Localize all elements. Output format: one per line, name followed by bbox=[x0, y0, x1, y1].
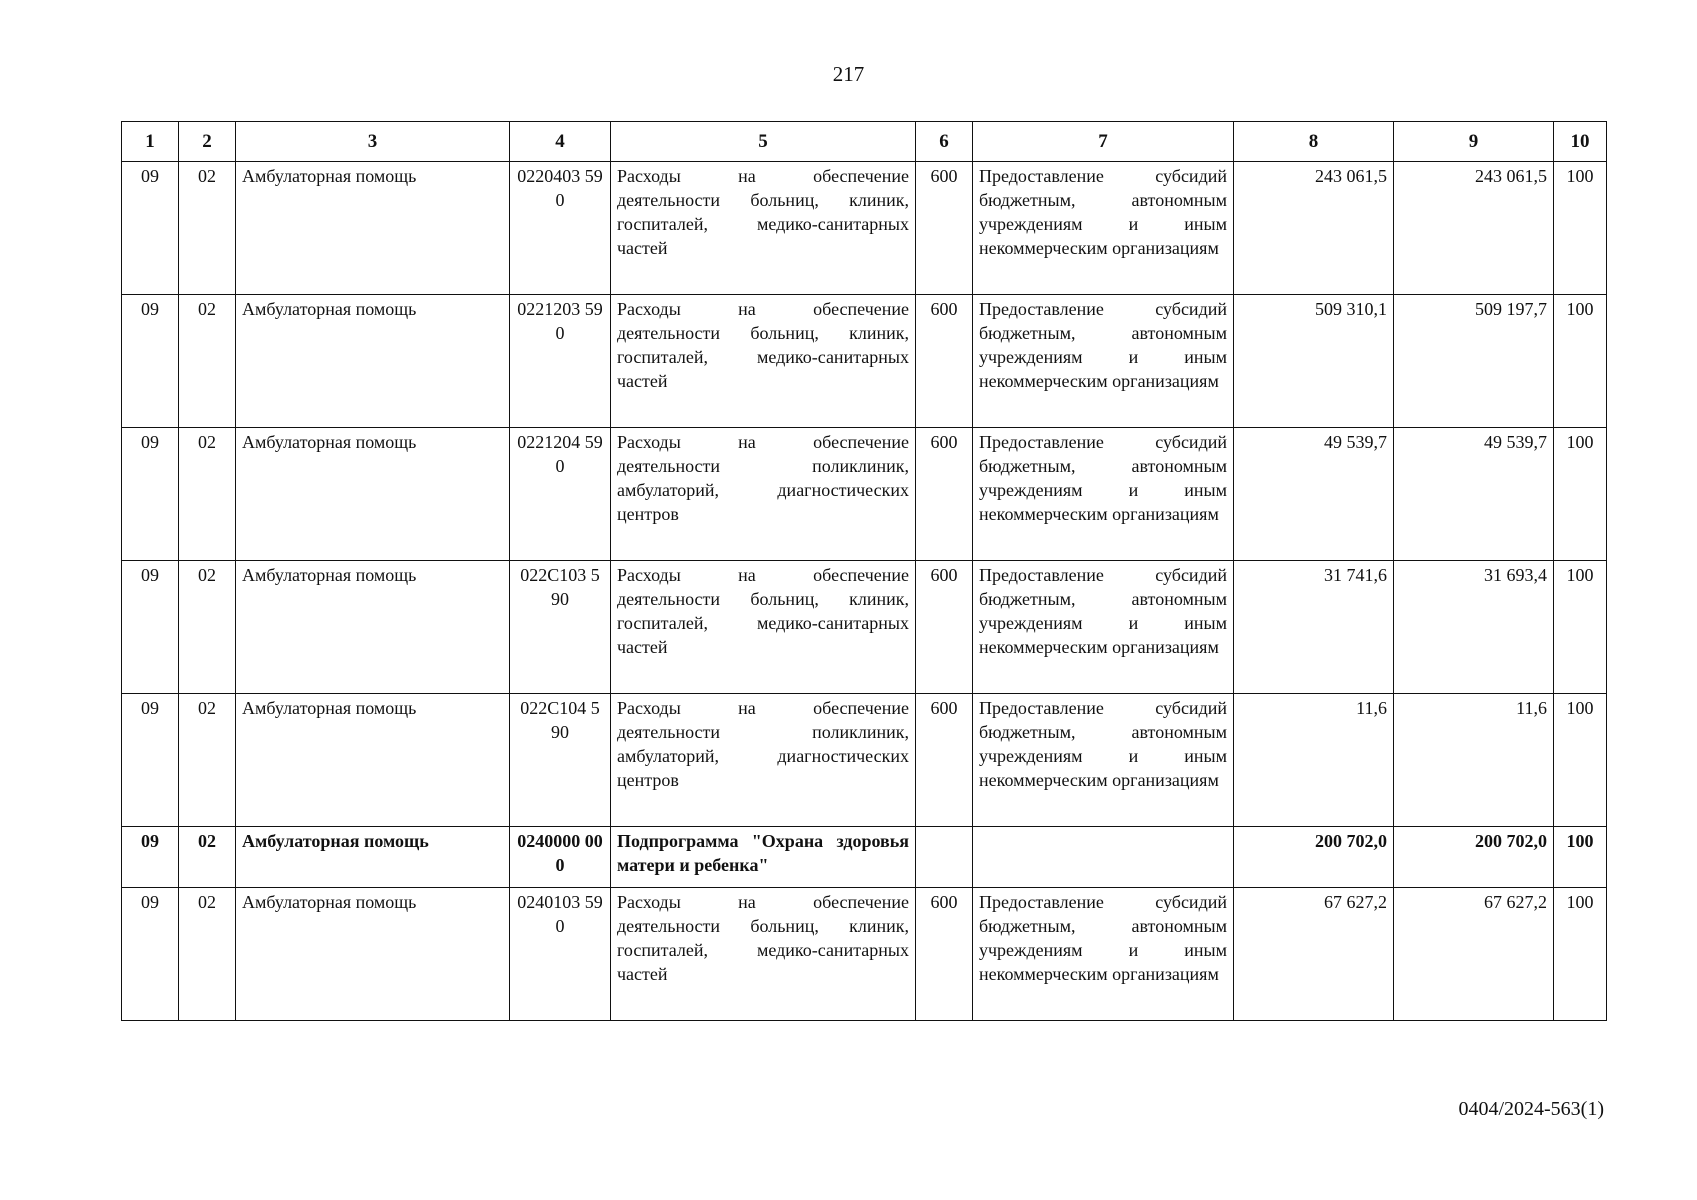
section-name: Амбулаторная помощь bbox=[236, 295, 510, 428]
executed-amount: 243 061,5 bbox=[1394, 162, 1554, 295]
subsection-code: 02 bbox=[179, 561, 236, 694]
expense-type-code: 600 bbox=[916, 561, 973, 694]
column-header: 7 bbox=[973, 122, 1234, 162]
column-header: 6 bbox=[916, 122, 973, 162]
executed-amount: 31 693,4 bbox=[1394, 561, 1554, 694]
section-code: 09 bbox=[122, 162, 179, 295]
planned-amount: 67 627,2 bbox=[1234, 888, 1394, 1021]
expense-type-code: 600 bbox=[916, 162, 973, 295]
table-row bbox=[122, 428, 1607, 561]
execution-percent: 100 bbox=[1554, 694, 1607, 827]
target-article-code: 0240103 590 bbox=[510, 888, 611, 1021]
section-name: Амбулаторная помощь bbox=[236, 827, 510, 888]
column-header: 5 bbox=[611, 122, 916, 162]
expense-type-name bbox=[973, 827, 1234, 888]
expense-type-name: Предоставление субсидий бюджетным, автономным учреждениям и иным некоммерческим организациям bbox=[973, 162, 1234, 295]
executed-amount: 509 197,7 bbox=[1394, 295, 1554, 428]
executed-amount: 11,6 bbox=[1394, 694, 1554, 827]
expense-type-name: Предоставление субсидий бюджетным, автономным учреждениям и иным некоммерческим организациям bbox=[973, 428, 1234, 561]
section-name: Амбулаторная помощь bbox=[236, 694, 510, 827]
section-code: 09 bbox=[122, 694, 179, 827]
execution-percent: 100 bbox=[1554, 888, 1607, 1021]
section-code: 09 bbox=[122, 428, 179, 561]
target-article-code: 0240000 000 bbox=[510, 827, 611, 888]
expense-type-name: Предоставление субсидий бюджетным, автономным учреждениям и иным некоммерческим организациям bbox=[973, 295, 1234, 428]
executed-amount: 200 702,0 bbox=[1394, 827, 1554, 888]
planned-amount: 509 310,1 bbox=[1234, 295, 1394, 428]
section-code: 09 bbox=[122, 827, 179, 888]
planned-amount: 200 702,0 bbox=[1234, 827, 1394, 888]
target-article-code: 022С103 590 bbox=[510, 561, 611, 694]
expense-type-name: Предоставление субсидий бюджетным, автономным учреждениям и иным некоммерческим организациям bbox=[973, 694, 1234, 827]
table-row bbox=[122, 561, 1607, 694]
execution-percent: 100 bbox=[1554, 162, 1607, 295]
target-article-code: 0220403 590 bbox=[510, 162, 611, 295]
planned-amount: 31 741,6 bbox=[1234, 561, 1394, 694]
target-article-name: Расходы на обеспечение деятельности больниц, клиник, госпиталей, медико-санитарных частей bbox=[611, 888, 916, 1021]
subsection-code: 02 bbox=[179, 428, 236, 561]
subsection-code: 02 bbox=[179, 162, 236, 295]
target-article-name: Расходы на обеспечение деятельности больниц, клиник, госпиталей, медико-санитарных частей bbox=[611, 561, 916, 694]
execution-percent: 100 bbox=[1554, 561, 1607, 694]
expense-type-code: 600 bbox=[916, 295, 973, 428]
execution-percent: 100 bbox=[1554, 295, 1607, 428]
subsection-code: 02 bbox=[179, 827, 236, 888]
expense-type-code bbox=[916, 827, 973, 888]
section-code: 09 bbox=[122, 295, 179, 428]
executed-amount: 49 539,7 bbox=[1394, 428, 1554, 561]
page-number: 217 bbox=[832, 62, 865, 86]
table-row bbox=[122, 694, 1607, 827]
column-header: 4 bbox=[510, 122, 611, 162]
column-header: 2 bbox=[179, 122, 236, 162]
section-name: Амбулаторная помощь bbox=[236, 428, 510, 561]
column-header: 10 bbox=[1554, 122, 1607, 162]
planned-amount: 11,6 bbox=[1234, 694, 1394, 827]
execution-percent: 100 bbox=[1554, 827, 1607, 888]
expense-type-code: 600 bbox=[916, 888, 973, 1021]
target-article-name: Расходы на обеспечение деятельности больниц, клиник, госпиталей, медико-санитарных частей bbox=[611, 162, 916, 295]
column-header: 8 bbox=[1234, 122, 1394, 162]
header-row bbox=[122, 122, 1607, 162]
section-code: 09 bbox=[122, 888, 179, 1021]
subsection-code: 02 bbox=[179, 694, 236, 827]
expense-type-name: Предоставление субсидий бюджетным, автономным учреждениям и иным некоммерческим организациям bbox=[973, 888, 1234, 1021]
planned-amount: 243 061,5 bbox=[1234, 162, 1394, 295]
target-article-code: 0221204 590 bbox=[510, 428, 611, 561]
expense-type-code: 600 bbox=[916, 428, 973, 561]
subprogram-total-row bbox=[122, 827, 1607, 888]
planned-amount: 49 539,7 bbox=[1234, 428, 1394, 561]
table-row bbox=[122, 888, 1607, 1021]
target-article-name: Расходы на обеспечение деятельности поликлиник, амбулаторий, диагностических центров bbox=[611, 694, 916, 827]
section-name: Амбулаторная помощь bbox=[236, 561, 510, 694]
execution-percent: 100 bbox=[1554, 428, 1607, 561]
section-name: Амбулаторная помощь bbox=[236, 162, 510, 295]
column-header: 1 bbox=[122, 122, 179, 162]
table-row bbox=[122, 162, 1607, 295]
section-name: Амбулаторная помощь bbox=[236, 888, 510, 1021]
expense-type-name: Предоставление субсидий бюджетным, автономным учреждениям и иным некоммерческим организациям bbox=[973, 561, 1234, 694]
budget-table bbox=[121, 121, 1607, 1021]
subsection-code: 02 bbox=[179, 295, 236, 428]
section-code: 09 bbox=[122, 561, 179, 694]
target-article-code: 022С104 590 bbox=[510, 694, 611, 827]
expense-type-code: 600 bbox=[916, 694, 973, 827]
table-row bbox=[122, 295, 1607, 428]
executed-amount: 67 627,2 bbox=[1394, 888, 1554, 1021]
column-header: 9 bbox=[1394, 122, 1554, 162]
column-header: 3 bbox=[236, 122, 510, 162]
subsection-code: 02 bbox=[179, 888, 236, 1021]
target-article-code: 0221203 590 bbox=[510, 295, 611, 428]
target-article-name: Расходы на обеспечение деятельности больниц, клиник, госпиталей, медико-санитарных частей bbox=[611, 295, 916, 428]
document-code: 0404/2024-563(1) bbox=[1458, 1098, 1604, 1120]
target-article-name: Расходы на обеспечение деятельности поликлиник, амбулаторий, диагностических центров bbox=[611, 428, 916, 561]
subprogram-name: Подпрограмма "Охрана здоровья матери и ребенка" bbox=[611, 827, 916, 888]
